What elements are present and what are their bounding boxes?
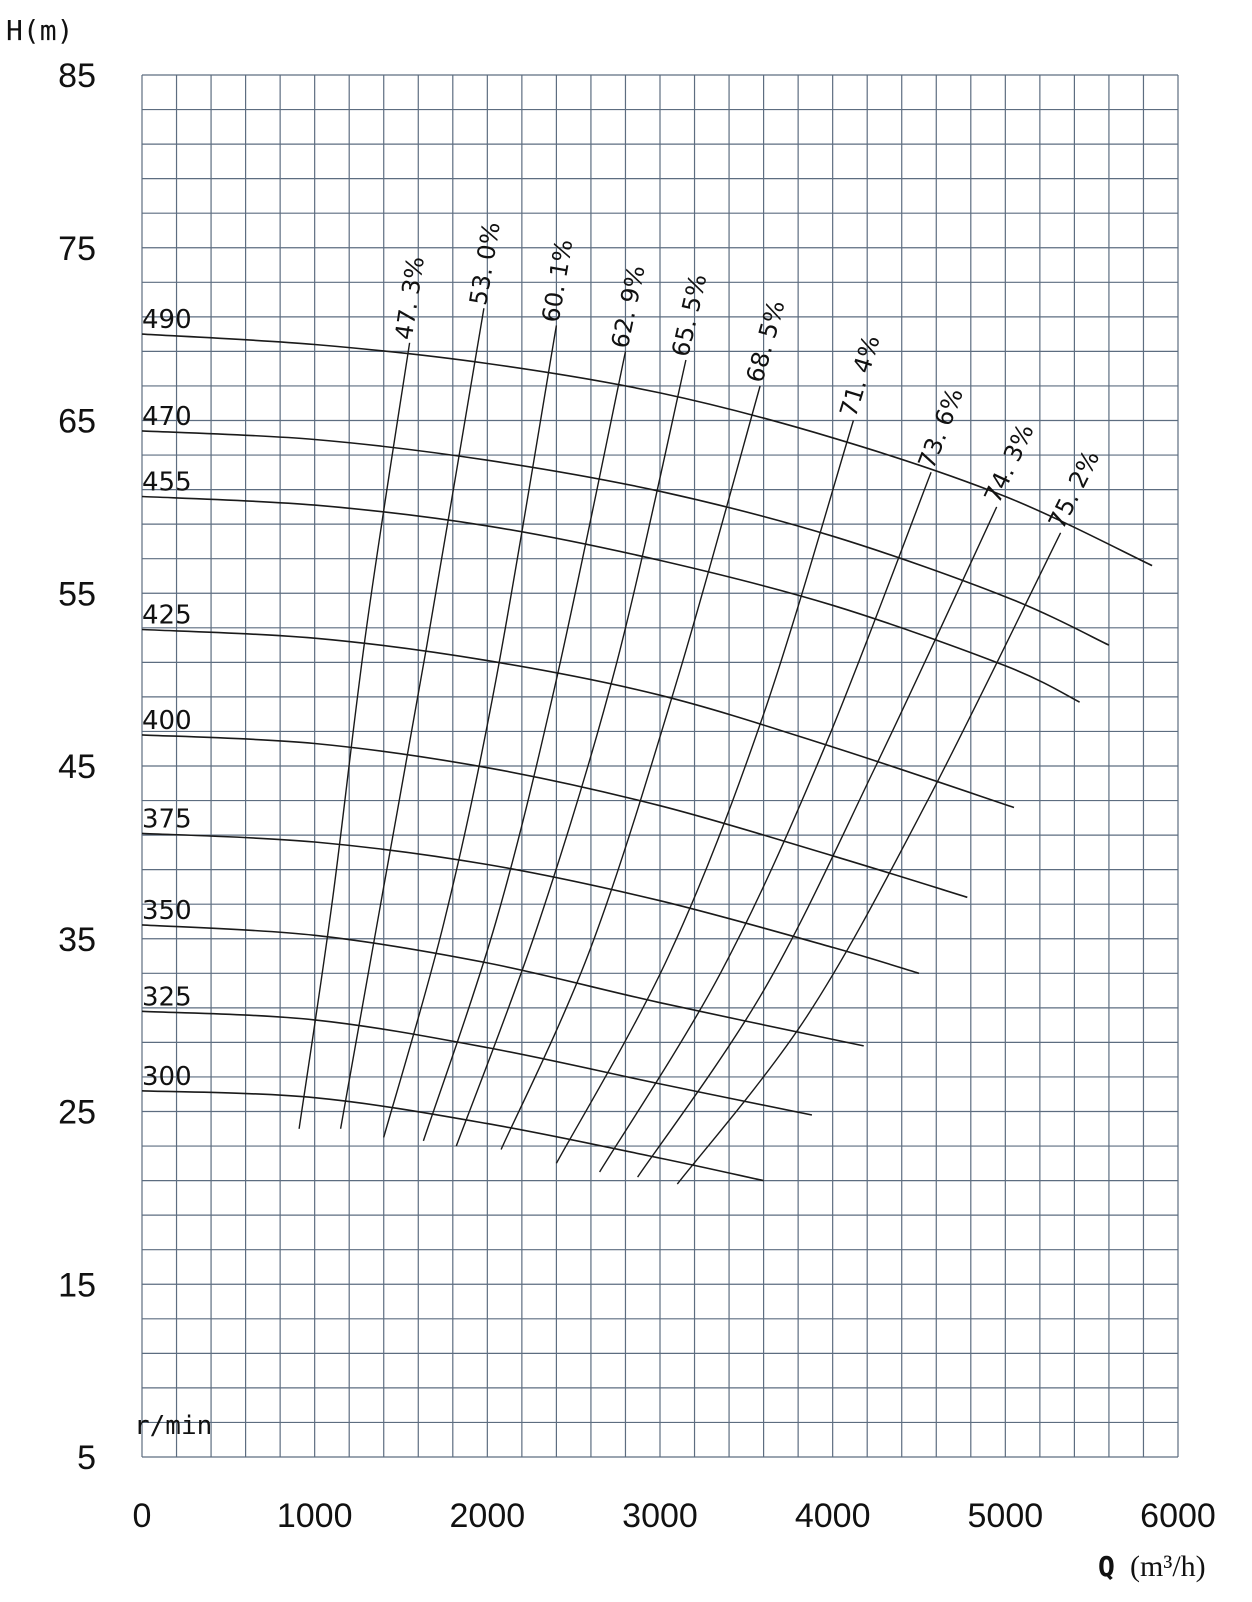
- efficiency-curve: [677, 533, 1060, 1184]
- y-tick-label: 15: [58, 1266, 96, 1305]
- speed-unit-label: r/min: [134, 1411, 213, 1441]
- x-tick-label: 3000: [622, 1497, 698, 1535]
- x-tick-label: 1000: [276, 1497, 353, 1535]
- efficiency-label: 73. 6%: [912, 384, 970, 473]
- efficiency-label: 74. 3%: [978, 419, 1040, 508]
- efficiency-curve: [423, 351, 625, 1141]
- speed-curve-label: 455: [142, 467, 192, 498]
- y-tick-label: 75: [58, 229, 96, 268]
- efficiency-curve: [501, 386, 760, 1150]
- y-tick-label: 55: [58, 575, 96, 614]
- speed-curve-350: [142, 925, 864, 1046]
- speed-curve-325: [142, 1011, 812, 1115]
- efficiency-curve: [600, 472, 932, 1172]
- x-tick-label: 4000: [794, 1497, 871, 1535]
- x-axis-unit: (m³/h): [1130, 1550, 1206, 1583]
- y-tick-label: 45: [58, 748, 96, 786]
- efficiency-curve: [456, 360, 686, 1146]
- efficiency-label: 65. 5%: [666, 271, 713, 360]
- y-tick-label: 85: [58, 57, 96, 95]
- efficiency-label: 75. 2%: [1042, 445, 1106, 534]
- efficiency-label: 68. 5%: [740, 297, 791, 386]
- efficiency-label: 71. 4%: [834, 331, 886, 421]
- y-tick-label: 25: [58, 1093, 96, 1132]
- y-axis-title: H(m): [6, 14, 74, 47]
- speed-curve-label: 350: [142, 895, 192, 926]
- speed-curve-label: 470: [142, 401, 192, 432]
- x-tick-label: 6000: [1140, 1497, 1216, 1535]
- efficiency-label: 60. 1%: [536, 237, 579, 325]
- speed-curve-375: [142, 833, 919, 973]
- efficiency-label: 62. 9%: [605, 262, 651, 351]
- speed-curve-label: 490: [142, 305, 192, 336]
- grid: [142, 75, 1178, 1457]
- labels: [142, 220, 1105, 1092]
- speed-curve-label: 400: [142, 705, 192, 736]
- speed-curve-455: [142, 497, 1080, 703]
- y-tick-label: 35: [58, 920, 96, 959]
- efficiency-curve: [341, 308, 484, 1129]
- x-tick-label: 5000: [967, 1497, 1044, 1535]
- y-tick-label: 65: [58, 402, 96, 441]
- speed-curve-label: 375: [142, 804, 192, 835]
- speed-curve-425: [142, 630, 1014, 808]
- y-tick-label: 5: [77, 1439, 96, 1477]
- efficiency-curve: [299, 343, 410, 1129]
- x-tick-label: 0: [132, 1497, 152, 1535]
- x-tick-label: 2000: [449, 1497, 526, 1535]
- speed-curve-label: 425: [142, 600, 192, 631]
- efficiency-label: 47. 3%: [389, 254, 431, 342]
- x-axis-title: Q: [1098, 1550, 1115, 1583]
- speed-curve-label: 325: [142, 982, 192, 1013]
- efficiency-label: 53. 0%: [464, 219, 506, 308]
- speed-curve-label: 300: [142, 1061, 192, 1092]
